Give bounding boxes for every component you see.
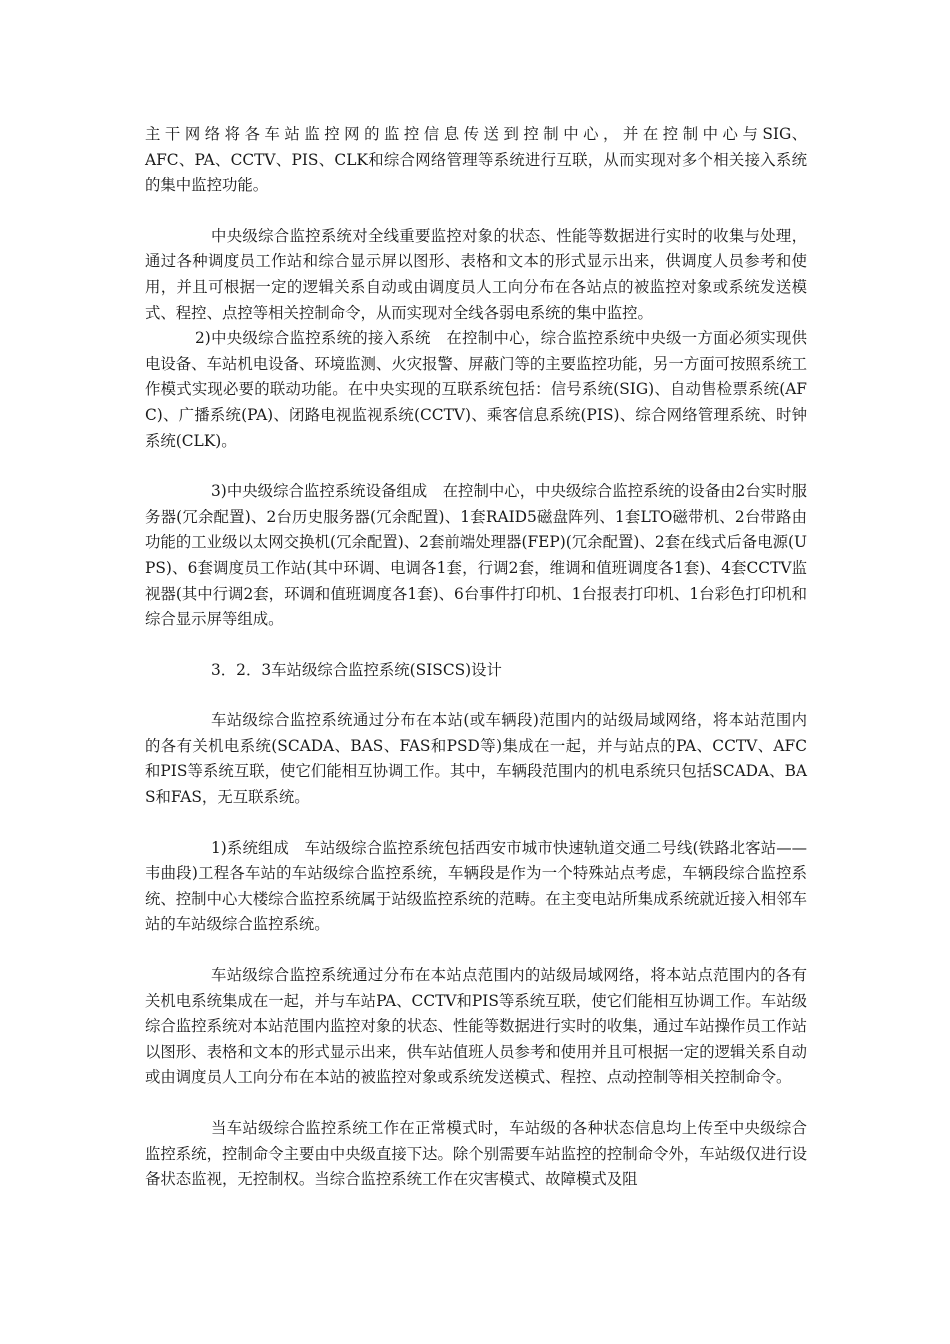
paragraph-central-monitoring: 中央级综合监控系统对全线重要监控对象的状态、性能等数据进行实时的收集与处理，通过各种调度员工作站和综合显示屏以图形、表格和文本的形式显示出来，供调度人员参考和使用，并且可根据一定的逻辑关系自动或由调度员人工向分布在各站点的被监控对象或系统发送模式、程控、点控等相关控制命令，从而实现对全线各弱电系统的集中监控。: [145, 226, 807, 322]
paragraph-central-equipment: 3)中央级综合监控系统设备组成 在控制中心，中央级综合监控系统的设备由2台实时服务器(冗余配置)、2台历史服务器(冗余配置)、1套RAID5磁盘阵列、1套LTO磁带机、2台带路由功能的工业级以太网交换机(冗余配置)、2套前端处理器(FEP)(冗余配置)、2套在线式后备电源(UPS)、6套调度员工作站(其中环调、电调各1套，行调2套，维调和值班调度各1套)、4套CCTV监视器(其中行调2套，环调和值班调度各1套)、6台事件打印机、1台报表打印机、1台彩色打印机和综合显示屏等组成。: [145, 482, 807, 629]
paragraph-station-level-function: 车站级综合监控系统通过分布在本站点范围内的站级局域网络，将本站点范围内的各有关机电系统集成在一起，并与车站PA、CCTV和PIS等系统互联，使它们能相互协调工作。车站级综合监控系统对本站范围内监控对象的状态、性能等数据进行实时的收集，通过车站操作员工作站以图形、表格和文本的形式显示出来，供车站值班人员参考和使用并且可根据一定的逻辑关系自动或由调度员人工向分布在本站的被监控对象或系统发送模式、程控、点动控制等相关控制命令。: [145, 966, 807, 1087]
paragraph-station-level-overview: 车站级综合监控系统通过分布在本站(或车辆段)范围内的站级局域网络，将本站范围内的各有关机电系统(SCADA、BAS、FAS和PSD等)集成在一起，并与站点的PA、CCTV、AFC和PIS等系统互联，使它们能相互协调工作。其中，车辆段范围内的机电系统只包括SCADA、BAS和FAS，无互联系统。: [145, 711, 807, 807]
document-page: [145, 122, 807, 1193]
paragraph-central-access-systems: 2)中央级综合监控系统的接入系统 在控制中心，综合监控系统中央级一方面必须实现供电设备、车站机电设备、环境监测、火灾报警、屏蔽门等的主要监控功能，另一方面可按照系统工作模式实现必要的联动功能。在中央实现的互联系统包括：信号系统(SIG)、自动售检票系统(AFC)、广播系统(PA)、闭路电视监视系统(CCTV)、乘客信息系统(PIS)、综合网络管理系统、时钟系统(CLK)。: [145, 329, 807, 450]
paragraph-continuation: SIG、AFC、PA、CCTV、PIS、CLK和综合网络管理等系统进行互联，从而实现对多个相关接入系统的集中监控功能。: [145, 125, 808, 195]
paragraph-line-spaced: 主干网络将各车站监控网的监控信息传送到控制中心，并在控制中心与: [145, 125, 763, 143]
paragraph-normal-mode: 当车站级综合监控系统工作在正常模式时，车站级的各种状态信息均上传至中央级综合监控系统，控制命令主要由中央级直接下达。除个别需要车站监控的控制命令外，车站级仅进行设备状态监视，无控制权。当综合监控系统工作在灾害模式、故障模式及阻: [145, 1119, 807, 1189]
section-heading-siscs: 3．2．3车站级综合监控系统(SISCS)设计: [211, 660, 502, 679]
paragraph-network-interconnect: [145, 122, 807, 199]
paragraph-system-composition: 1)系统组成 车站级综合监控系统包括西安市城市快速轨道交通二号线(铁路北客站——韦曲段)工程各车站的车站级综合监控系统，车辆段是作为一个特殊站点考虑，车辆段综合监控系统、控制中心大楼综合监控系统属于站级监控系统的范畴。在主变电站所集成系统就近接入相邻车站的车站级综合监控系统。: [145, 838, 807, 934]
